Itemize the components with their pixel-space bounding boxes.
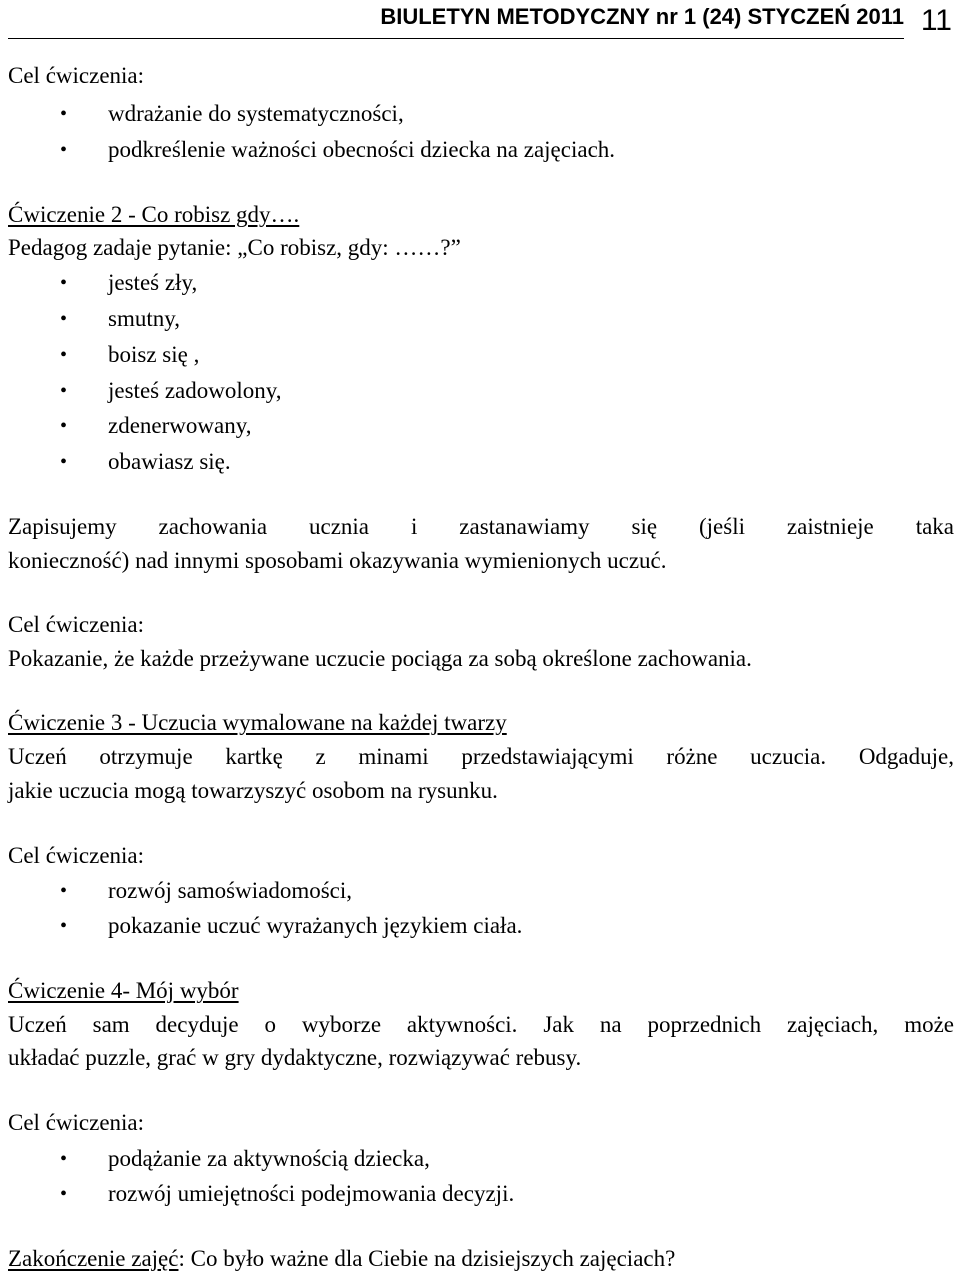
bullet-icon: • [60, 915, 68, 937]
goal-label: Cel ćwiczenia: [8, 63, 145, 88]
closing-text: : Co było ważne dla Ciebie na dzisiejszych zajęciach? [178, 1246, 676, 1271]
closing-line [8, 1244, 675, 1274]
list-item: rozwój samoświadomości, [108, 878, 353, 903]
goal-label: Cel ćwiczenia: [8, 843, 145, 868]
bullet-icon: • [60, 880, 68, 902]
bullet-icon: • [60, 380, 68, 402]
goal-label: Cel ćwiczenia: [8, 612, 145, 637]
list-item: podążanie za aktywnością dziecka, [108, 1146, 430, 1171]
bullet-icon: • [60, 308, 68, 330]
list-item: jesteś zły, [108, 270, 198, 295]
bullet-icon: • [60, 272, 68, 294]
list-item: boisz się , [108, 342, 200, 367]
list-item: smutny, [108, 306, 180, 331]
goal-label: Cel ćwiczenia: [8, 1110, 145, 1135]
list-item: podkreślenie ważności obecności dziecka na zajęciach. [108, 137, 616, 162]
exercise-3-paragraph-line-1: Uczeń otrzymuje kartkę z minami przedstawiającymi różne uczucia. Odgaduje, [8, 744, 954, 769]
exercise-2-paragraph-line-1: Zapisujemy zachowania ucznia i zastanawiamy się (jeśli zaistnieje taka [8, 514, 954, 539]
exercise-3-paragraph-line-2: jakie uczucia mogą towarzyszyć osobom na rysunku. [8, 778, 498, 803]
exercise-2-intro: Pedagog zadaje pytanie: „Co robisz, gdy: ……?” [8, 235, 461, 260]
page-header [8, 0, 904, 39]
bullet-icon: • [60, 415, 68, 437]
exercise-3-heading: Ćwiczenie 3 - Uczucia wymalowane na każdej twarzy [8, 710, 507, 735]
exercise-2-heading: Ćwiczenie 2 - Co robisz gdy…. [8, 202, 300, 227]
bullet-icon: • [60, 139, 68, 161]
exercise-2-paragraph-line-2: konieczność) nad innymi sposobami okazywania wymienionych uczuć. [8, 548, 667, 573]
list-item: jesteś zadowolony, [108, 378, 282, 403]
bullet-icon: • [60, 103, 68, 125]
page-number: 11 [920, 4, 952, 37]
exercise-2-goal-text: Pokazanie, że każde przeżywane uczucie pociąga za sobą określone zachowania. [8, 646, 752, 671]
list-item: pokazanie uczuć wyrażanych językiem ciała. [108, 913, 523, 938]
bullet-icon: • [60, 344, 68, 366]
exercise-4-paragraph-line-2: układać puzzle, grać w gry dydaktyczne, rozwiązywać rebusy. [8, 1045, 582, 1070]
bullet-icon: • [60, 1183, 68, 1205]
bullet-icon: • [60, 451, 68, 473]
exercise-4-paragraph-line-1: Uczeń sam decyduje o wyborze aktywności. Jak na poprzednich zajęciach, może [8, 1012, 954, 1037]
closing-label: Zakończenie zajęć [8, 1246, 179, 1271]
list-item: obawiasz się. [108, 449, 231, 474]
exercise-4-heading: Ćwiczenie 4- Mój wybór [8, 978, 239, 1003]
bullet-icon: • [60, 1148, 68, 1170]
bulletin-title: BIULETYN METODYCZNY nr 1 (24) STYCZEŃ 2011 [380, 4, 904, 29]
list-item: rozwój umiejętności podejmowania decyzji. [108, 1181, 515, 1206]
list-item: wdrażanie do systematyczności, [108, 101, 404, 126]
list-item: zdenerwowany, [108, 413, 252, 438]
